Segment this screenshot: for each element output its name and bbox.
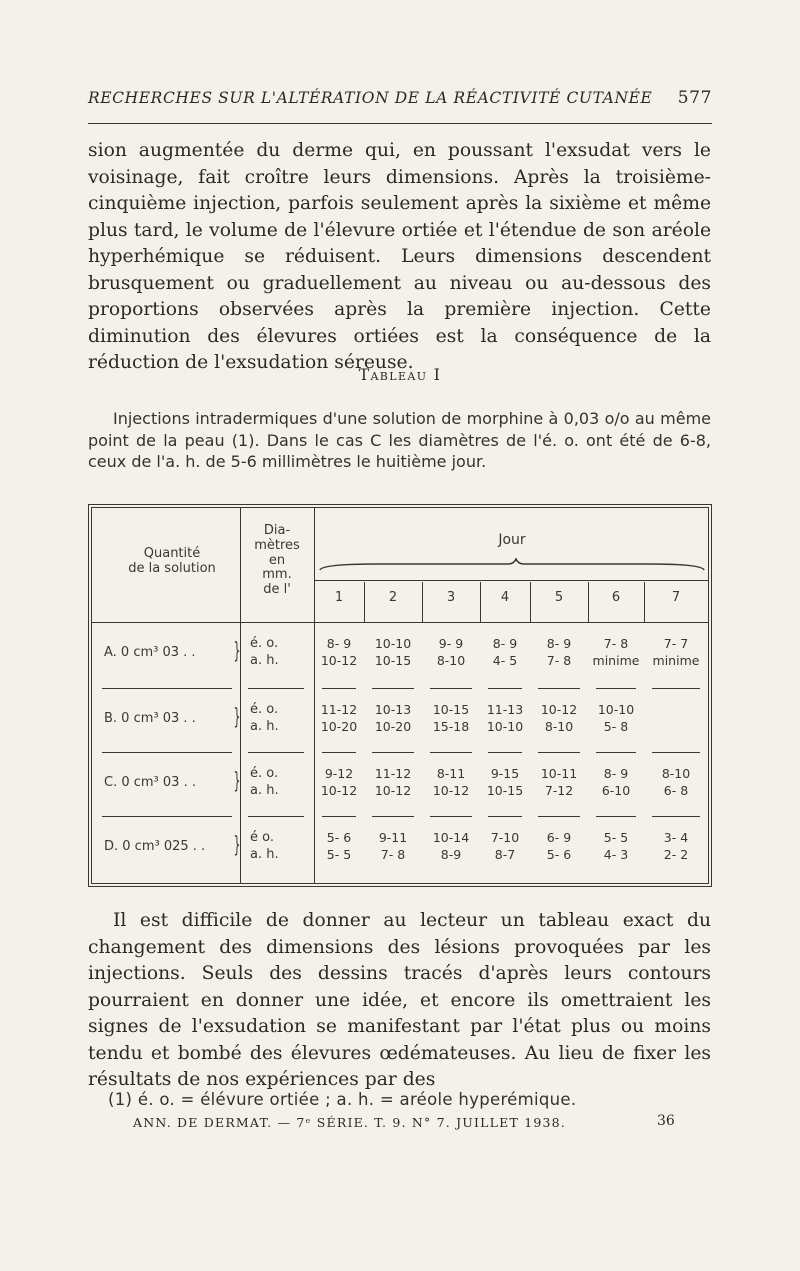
page-number: 577 bbox=[677, 88, 712, 108]
value-cell: minime bbox=[652, 653, 700, 668]
day-number: 1 bbox=[334, 590, 344, 605]
header-jour: Jour bbox=[498, 532, 526, 548]
header-diameters-line-1: Dia- bbox=[263, 523, 291, 538]
value-cell: minime bbox=[592, 653, 640, 668]
measure-label: a. h. bbox=[250, 719, 279, 734]
rule-v-diameters bbox=[314, 508, 315, 883]
rule-h-row bbox=[102, 688, 232, 689]
rule-h-row bbox=[488, 688, 522, 689]
value-cell: 8-10 bbox=[544, 719, 574, 734]
row-label: A. 0 cm³ 03 . . bbox=[104, 645, 196, 660]
value-cell: 10-11 bbox=[540, 766, 578, 781]
rule-h-row bbox=[322, 816, 356, 817]
rule-v-day bbox=[530, 582, 531, 622]
row-brace: } bbox=[233, 769, 241, 794]
rule-h-row bbox=[372, 816, 414, 817]
value-cell: 10-12 bbox=[320, 653, 358, 668]
rule-h-row bbox=[652, 816, 700, 817]
header-quantity-line-2: de la solution bbox=[128, 561, 216, 576]
value-cell: 5- 6 bbox=[546, 847, 572, 862]
rule-h-row bbox=[596, 688, 636, 689]
value-cell: 10-15 bbox=[374, 653, 412, 668]
value-cell: 10-20 bbox=[374, 719, 412, 734]
value-cell: 5- 5 bbox=[603, 830, 629, 845]
value-cell: 9-12 bbox=[324, 766, 354, 781]
value-cell: 6- 9 bbox=[546, 830, 572, 845]
rule-v-day bbox=[644, 582, 645, 622]
rule-h-row bbox=[248, 816, 304, 817]
measure-label: a. h. bbox=[250, 783, 279, 798]
row-brace: } bbox=[233, 705, 241, 730]
paragraph-1: sion augmentée du derme qui, en poussant l'exsudat vers le voisinage, fait croître leurs dimensions. Après la troisième-cinquième injection, parfois seulement après la sixième et même plus tard, le volume de l'élevure ortiée et l'étendue de son aréole hyperhémique se réduisent. Leurs dimensions descendent brusquement ou graduellement au niveau ou au-dessous des proportions observées après la première injection. Cette diminution des élevures ortiées est la conséquence de la réduction de l'exsudation séreuse. bbox=[88, 140, 711, 373]
rule-h-days bbox=[314, 580, 708, 581]
rule-h-row bbox=[430, 688, 472, 689]
value-cell: 10-15 bbox=[432, 702, 470, 717]
jour-brace bbox=[318, 558, 706, 580]
rule-h-row bbox=[430, 816, 472, 817]
running-head bbox=[88, 88, 712, 108]
row-label: C. 0 cm³ 03 . . bbox=[104, 775, 196, 790]
day-number: 5 bbox=[554, 590, 564, 605]
day-number: 2 bbox=[388, 590, 398, 605]
value-cell: 10-10 bbox=[486, 719, 524, 734]
value-cell: 9- 9 bbox=[438, 636, 464, 651]
table-caption bbox=[88, 408, 711, 473]
rule-h-row bbox=[652, 752, 700, 753]
row-label: D. 0 cm³ 025 . . bbox=[104, 839, 206, 854]
rule-h-row bbox=[430, 752, 472, 753]
value-cell: 11-12 bbox=[320, 702, 358, 717]
day-number: 3 bbox=[446, 590, 456, 605]
value-cell: 6-10 bbox=[601, 783, 631, 798]
table-title: Tableau I bbox=[358, 366, 442, 384]
rule-h-row bbox=[488, 816, 522, 817]
measure-label: é. o. bbox=[250, 766, 279, 781]
value-cell: 7- 7 bbox=[663, 636, 689, 651]
value-cell: 8-10 bbox=[661, 766, 691, 781]
value-cell: 8-11 bbox=[436, 766, 466, 781]
rule-h-row bbox=[596, 816, 636, 817]
day-number: 6 bbox=[611, 590, 621, 605]
header-rule bbox=[88, 123, 712, 124]
paragraph-2: Il est difficile de donner au lecteur un tableau exact du changement des dimensions des lésions provoquées par les injections. Seuls des dessins tracés d'après leurs contours pourraient en donner une idée, et encore ils omettraient les signes de l'exsudation se manifestant par l'état plus ou moins tendu et bombé des élevures œdémateuses. Au lieu de fixer les résultats de nos expériences par des bbox=[88, 910, 711, 1090]
rule-h-row bbox=[248, 688, 304, 689]
table-caption-text: Injections intradermiques d'une solution de morphine à 0,03 o/o au même point de la peau (1). Dans le cas C les diamètres de l'é. o. ont été de 6-8, ceux de l'a. h. de 5-6 millimètres le huitième jour. bbox=[88, 409, 711, 471]
rule-h-row bbox=[102, 816, 232, 817]
value-cell: 10-20 bbox=[320, 719, 358, 734]
value-cell: 10-12 bbox=[374, 783, 412, 798]
header-diameters-line-2: mètres bbox=[254, 537, 300, 553]
measure-label: a. h. bbox=[250, 847, 279, 862]
rule-h-row bbox=[538, 816, 580, 817]
value-cell: 10-12 bbox=[432, 783, 470, 798]
measure-label: é o. bbox=[250, 830, 274, 845]
value-cell: 10-14 bbox=[432, 830, 470, 845]
rule-h-row bbox=[322, 688, 356, 689]
rule-h-row bbox=[322, 752, 356, 753]
header-diameters-line-5: de l' bbox=[263, 582, 291, 598]
value-cell: 8-7 bbox=[494, 847, 516, 862]
journal-line: ANN. DE DERMAT. — 7ᵉ SÉRIE. T. 9. N° 7. JUILLET 1938. bbox=[133, 1115, 566, 1130]
header-quantity-line-1: Quantité bbox=[143, 546, 201, 561]
value-cell: 11-12 bbox=[374, 766, 412, 781]
value-cell: 8- 9 bbox=[546, 636, 572, 651]
header-quantity bbox=[112, 546, 232, 576]
footnote: (1) é. o. = élévure ortiée ; a. h. = aréole hyperémique. bbox=[108, 1090, 577, 1109]
value-cell: 8-10 bbox=[436, 653, 466, 668]
rule-v-day bbox=[588, 582, 589, 622]
value-cell: 10-10 bbox=[374, 636, 412, 651]
rule-v-day bbox=[480, 582, 481, 622]
value-cell: 4- 3 bbox=[603, 847, 629, 862]
rule-h-row bbox=[248, 752, 304, 753]
value-cell: 8- 9 bbox=[326, 636, 352, 651]
value-cell: 7- 8 bbox=[603, 636, 629, 651]
value-cell: 7- 8 bbox=[546, 653, 572, 668]
value-cell: 8- 9 bbox=[603, 766, 629, 781]
row-brace: } bbox=[233, 833, 241, 858]
rule-h-row bbox=[538, 688, 580, 689]
rule-h-row bbox=[652, 688, 700, 689]
rule-h-row bbox=[372, 688, 414, 689]
rule-h-row bbox=[102, 752, 232, 753]
value-cell: 6- 8 bbox=[663, 783, 689, 798]
rule-h-header bbox=[92, 622, 708, 623]
rule-v-day bbox=[422, 582, 423, 622]
rule-h-row bbox=[372, 752, 414, 753]
sheet-number: 36 bbox=[657, 1113, 675, 1129]
running-head-title: RECHERCHES SUR L'ALTÉRATION DE LA RÉACTIVITÉ CUTANÉE bbox=[88, 89, 653, 107]
rule-v-day bbox=[364, 582, 365, 622]
data-table bbox=[88, 504, 712, 887]
value-cell: 9-15 bbox=[490, 766, 520, 781]
value-cell: 5- 8 bbox=[603, 719, 629, 734]
header-diameters-line-4: mm. bbox=[262, 567, 292, 583]
value-cell: 10-13 bbox=[374, 702, 412, 717]
value-cell: 8- 9 bbox=[492, 636, 518, 651]
rule-h-row bbox=[538, 752, 580, 753]
value-cell: 10-12 bbox=[540, 702, 578, 717]
value-cell: 9-11 bbox=[378, 830, 408, 845]
value-cell: 7-12 bbox=[544, 783, 574, 798]
value-cell: 5- 5 bbox=[326, 847, 352, 862]
measure-label: é. o. bbox=[250, 702, 279, 717]
value-cell: 2- 2 bbox=[663, 847, 689, 862]
header-diameters-line-3: en bbox=[268, 552, 286, 568]
value-cell: 15-18 bbox=[432, 719, 470, 734]
rule-h-row bbox=[596, 752, 636, 753]
value-cell: 5- 6 bbox=[326, 830, 352, 845]
value-cell: 11-13 bbox=[486, 702, 524, 717]
measure-label: é. o. bbox=[250, 636, 279, 651]
day-number: 4 bbox=[500, 590, 510, 605]
value-cell: 7- 8 bbox=[380, 847, 406, 862]
value-cell: 3- 4 bbox=[663, 830, 689, 845]
value-cell: 8-9 bbox=[440, 847, 462, 862]
row-brace: } bbox=[233, 639, 241, 664]
value-cell: 7-10 bbox=[490, 830, 520, 845]
value-cell: 4- 5 bbox=[492, 653, 518, 668]
header-diameters bbox=[244, 524, 310, 598]
row-label: B. 0 cm³ 03 . . bbox=[104, 711, 196, 726]
day-number: 7 bbox=[671, 590, 681, 605]
rule-h-row bbox=[488, 752, 522, 753]
measure-label: a. h. bbox=[250, 653, 279, 668]
value-cell: 10-12 bbox=[320, 783, 358, 798]
value-cell: 10-10 bbox=[597, 702, 635, 717]
value-cell: 10-15 bbox=[486, 783, 524, 798]
rule-v-quantity bbox=[240, 508, 241, 883]
